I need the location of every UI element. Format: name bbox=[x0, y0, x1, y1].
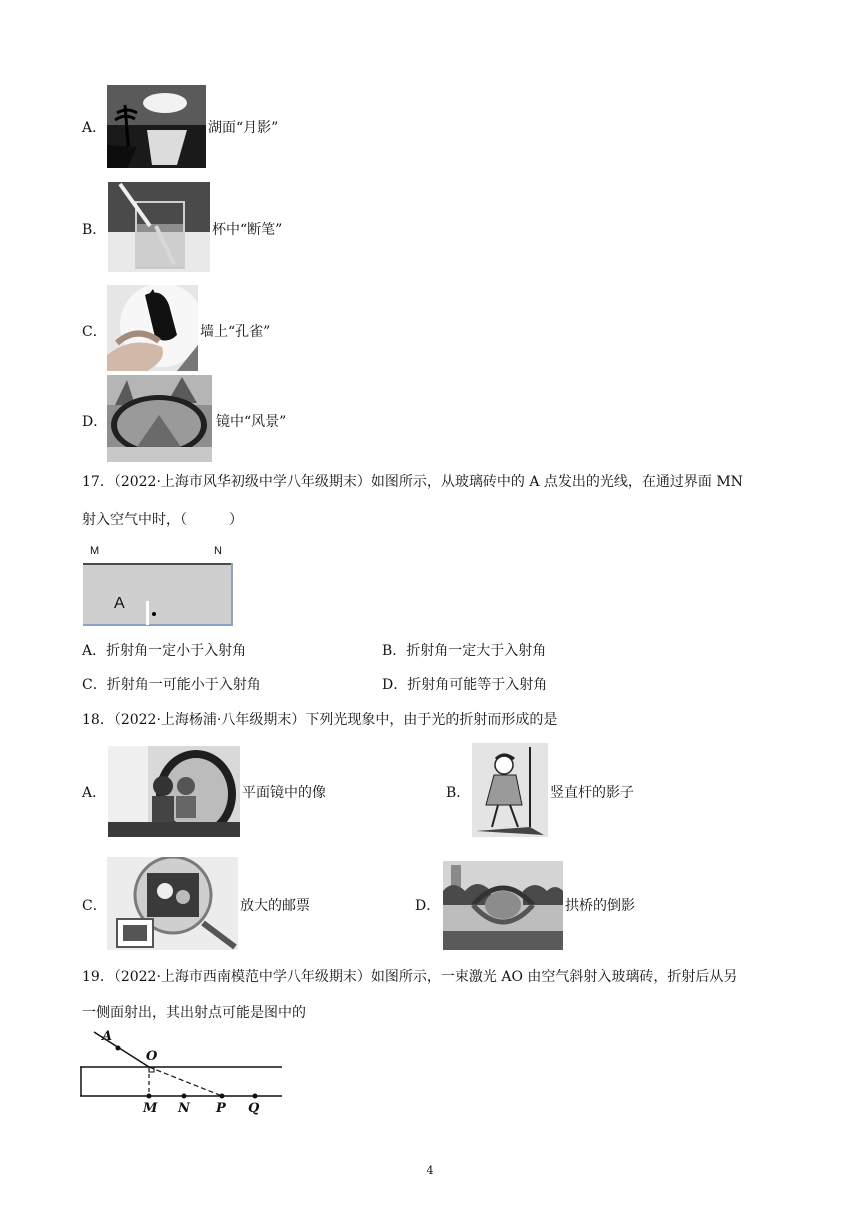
label-m: M bbox=[143, 1101, 158, 1116]
option-caption: 墙上“孔雀” bbox=[200, 324, 271, 340]
question-17-option-d: D．折射角可能等于入射角 bbox=[382, 677, 548, 693]
question-19-stem-line2: 一侧面射出，其出射点可能是图中的 bbox=[82, 1005, 306, 1021]
option-letter: A． bbox=[82, 120, 107, 136]
magnified-stamp-photo bbox=[107, 857, 238, 950]
pole-shadow-cartoon-image bbox=[472, 743, 548, 837]
page-number: 4 bbox=[426, 1164, 434, 1177]
label-n: N bbox=[214, 545, 222, 557]
option-caption: 拱桥的倒影 bbox=[565, 898, 635, 914]
question-17-option-c: C．折射角一可能小于入射角 bbox=[82, 677, 261, 693]
option-caption: 放大的邮票 bbox=[240, 898, 310, 914]
option-letter: C． bbox=[82, 324, 107, 340]
option-letter: B． bbox=[446, 785, 471, 801]
label-m: M bbox=[90, 545, 100, 557]
option-letter: B． bbox=[82, 222, 107, 238]
option-caption: 镜中“风景” bbox=[216, 414, 287, 430]
option-letter: C． bbox=[82, 898, 107, 914]
glass-brick-figure bbox=[82, 545, 236, 627]
label-q: Q bbox=[248, 1101, 260, 1116]
label-a: A bbox=[114, 595, 125, 612]
option-letter: A． bbox=[82, 785, 107, 801]
option-caption: 湖面“月影” bbox=[208, 120, 279, 136]
option-letter: D． bbox=[415, 898, 441, 914]
arch-bridge-reflection-photo bbox=[443, 861, 563, 950]
hand-shadow-peacock-photo bbox=[107, 285, 198, 371]
broken-pencil-in-cup-photo bbox=[108, 182, 210, 272]
label-o: O bbox=[146, 1049, 158, 1064]
question-17-option-a: A．折射角一定小于入射角 bbox=[82, 643, 247, 659]
option-caption: 竖直杆的影子 bbox=[550, 785, 634, 801]
plane-mirror-image-photo bbox=[108, 746, 240, 837]
question-17-option-b: B．折射角一定大于入射角 bbox=[382, 643, 547, 659]
question-18-stem: 18．（2022·上海杨浦·八年级期末）下列光现象中，由于光的折射而形成的是 bbox=[82, 712, 558, 728]
question-17-stem-line2: 射入空气中时，（ ） bbox=[82, 512, 243, 528]
label-n: N bbox=[178, 1101, 190, 1116]
label-p: P bbox=[216, 1101, 226, 1116]
lake-moon-reflection-photo bbox=[107, 85, 206, 168]
option-caption: 杯中“断笔” bbox=[212, 222, 283, 238]
option-caption: 平面镜中的像 bbox=[242, 785, 326, 801]
car-side-mirror-scenery-photo bbox=[107, 375, 212, 462]
question-19-stem-line1: 19．（2022·上海市西南模范中学八年级期末）如图所示，一束激光 AO 由空气斜射入玻璃砖，折射后从另 bbox=[82, 969, 738, 985]
question-17-stem-line1: 17．（2022·上海市风华初级中学八年级期末）如图所示，从玻璃砖中的 A 点发出的光线，在通过界面 MN bbox=[82, 474, 743, 490]
option-letter: D． bbox=[82, 414, 108, 430]
laser-glass-brick-figure bbox=[80, 1025, 285, 1120]
label-a: A bbox=[102, 1029, 113, 1044]
